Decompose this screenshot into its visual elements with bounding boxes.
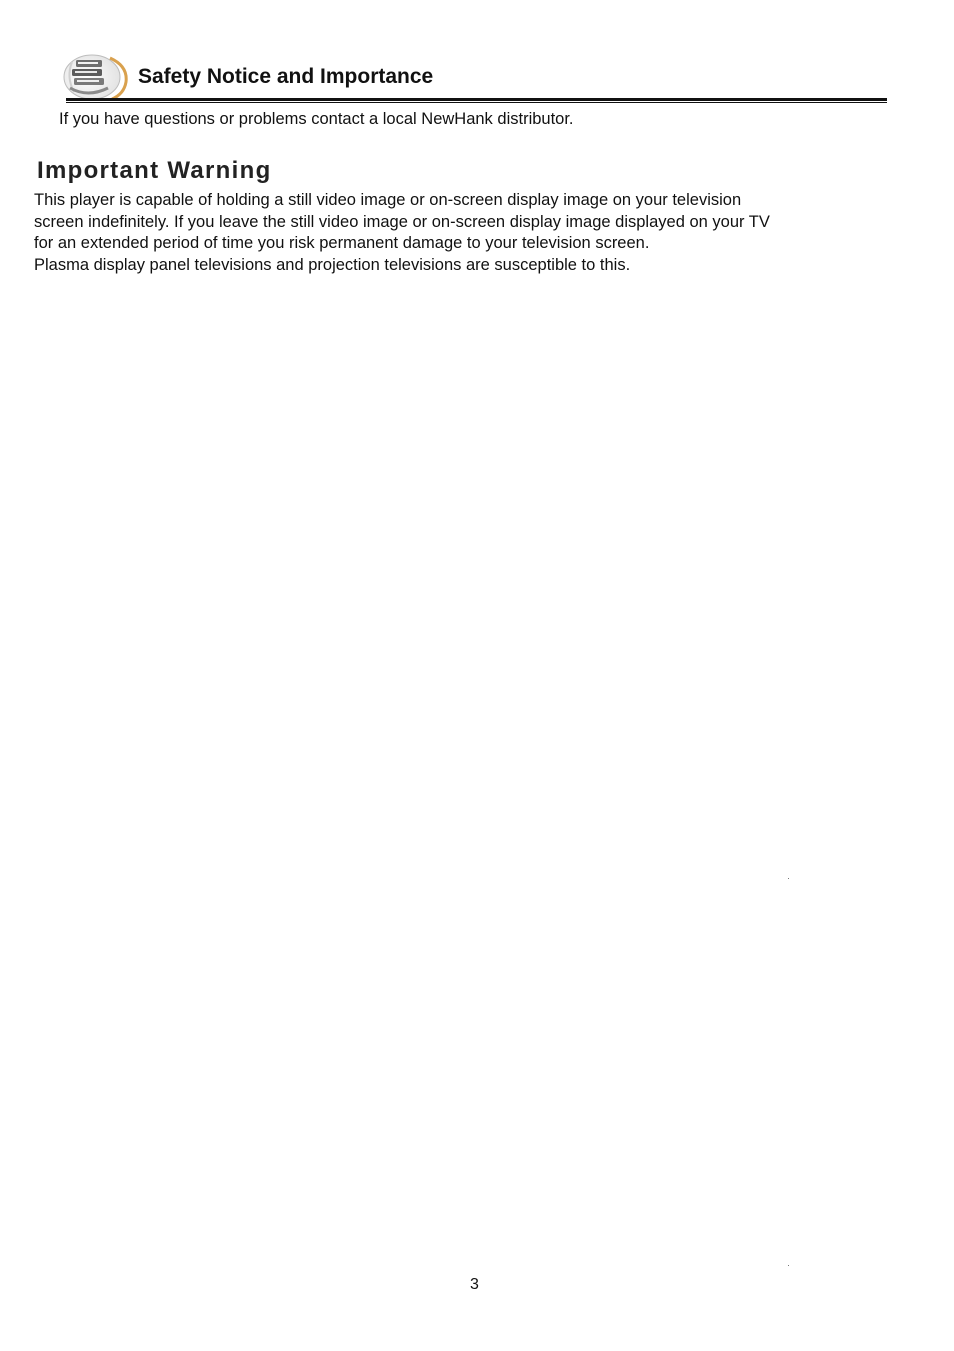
scan-speck <box>788 878 789 879</box>
scan-speck <box>788 1265 789 1266</box>
warning-heading: Important Warning <box>37 157 272 184</box>
warning-line: This player is capable of holding a still video image or on-screen display image on your television <box>34 191 742 209</box>
warning-paragraph <box>34 190 770 277</box>
warning-line: Plasma display panel televisions and projection televisions are susceptible to this. <box>34 256 631 275</box>
warning-line: for an extended period of time you risk permanent damage to your television screen. <box>34 234 650 253</box>
header-rule <box>66 98 887 101</box>
warning-line: screen indefinitely. If you leave the still video image or on-screen display image displayed on your TV <box>34 212 770 231</box>
page-number: 3 <box>470 1276 479 1293</box>
stacked-books-icon <box>62 52 134 102</box>
section-header-title: Safety Notice and Importance <box>138 65 434 88</box>
intro-text: If you have questions or problems contact a local NewHank distributor. <box>59 110 574 128</box>
header-rule-thin <box>66 102 887 103</box>
